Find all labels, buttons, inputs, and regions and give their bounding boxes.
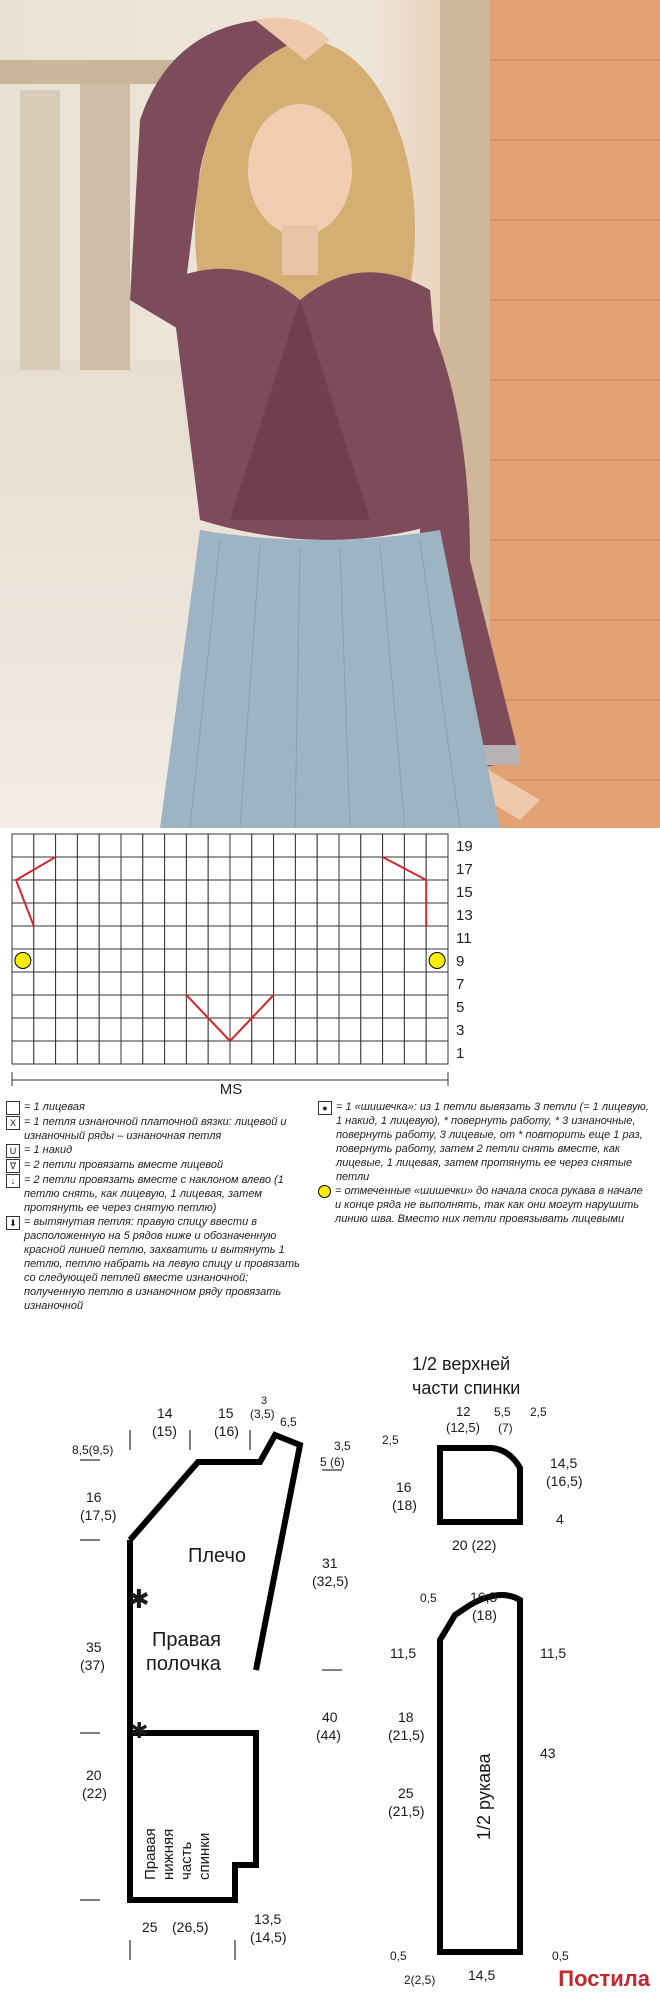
svg-text:35: 35 <box>86 1639 102 1655</box>
svg-text:2(2,5): 2(2,5) <box>404 1973 436 1987</box>
svg-text:3,5: 3,5 <box>334 1439 351 1453</box>
svg-text:11,5: 11,5 <box>390 1645 417 1661</box>
marked-bobble-cell <box>429 953 445 969</box>
row-number: 17 <box>456 861 473 878</box>
svg-text:(18): (18) <box>472 1607 497 1623</box>
svg-text:(15): (15) <box>152 1423 177 1439</box>
row-number: 7 <box>456 976 465 993</box>
svg-text:часть: часть <box>178 1841 195 1880</box>
yarn-over-symbol-icon: U <box>6 1144 20 1158</box>
row-number: 11 <box>456 930 472 947</box>
svg-text:6,5: 6,5 <box>280 1415 297 1429</box>
legend-purl-garter: = 1 петля изнаночной платочной вязки: лицевой и изнаночный ряды – изнаночная петля <box>24 1116 287 1142</box>
svg-text:25: 25 <box>398 1785 414 1801</box>
row-number: 19 <box>456 838 473 855</box>
legend-k2tog: = 2 петли провязать вместе лицевой <box>24 1159 224 1171</box>
svg-text:Правая: Правая <box>142 1828 159 1880</box>
label-sleeve: 1/2 рукава <box>474 1753 494 1840</box>
size-schematic <box>0 1340 660 2002</box>
svg-text:12: 12 <box>456 1404 471 1419</box>
svg-text:(16,5): (16,5) <box>546 1473 583 1489</box>
marked-bobble-symbol-icon <box>318 1185 331 1198</box>
svg-text:(17,5): (17,5) <box>80 1507 117 1523</box>
model-photo <box>0 0 660 828</box>
svg-text:25: 25 <box>142 1919 158 1935</box>
svg-text:✱: ✱ <box>130 1718 149 1743</box>
legend-bobble: = 1 «шишечка»: из 1 петли вывязать 3 петли (= 1 лицевую, 1 накид, 1 лицевую), * повернуть работу, * 3 изнаночные, повернуть работу, 3 лицевые, от * повторить еще 1 раз, повернуть работу, затем 2 петли снять вместе, как лицевые, 1 лицевая, затем протянуть ее через снятые петли <box>336 1101 649 1183</box>
svg-text:20 (22): 20 (22) <box>452 1537 497 1553</box>
svg-text:0,5: 0,5 <box>552 1949 569 1963</box>
svg-text:43: 43 <box>540 1745 556 1761</box>
chart-grid <box>12 834 448 1064</box>
marked-bobble-cell <box>15 953 31 969</box>
svg-text:(22): (22) <box>82 1785 107 1801</box>
legend-ssk: = 2 петли провязать вместе с наклоном влево (1 петлю снять, как лицевую, 1 лицевая, затем протянуть ее через снятую петлю) <box>24 1174 284 1214</box>
svg-text:5 (6): 5 (6) <box>320 1455 345 1469</box>
dim-14: 14 <box>157 1405 173 1421</box>
pattern-chart <box>0 828 660 1098</box>
svg-text:(21,5): (21,5) <box>388 1803 425 1819</box>
legend-knit: = 1 лицевая <box>24 1101 85 1113</box>
bobble-symbol-icon: ● <box>318 1101 332 1115</box>
svg-text:14,5: 14,5 <box>550 1455 578 1471</box>
row-number: 15 <box>456 884 473 901</box>
svg-text:0,5: 0,5 <box>390 1949 407 1963</box>
svg-text:16,5: 16,5 <box>470 1589 498 1605</box>
row-number: 9 <box>456 953 465 970</box>
row-number: 5 <box>456 999 465 1016</box>
svg-text:14,5: 14,5 <box>468 1967 496 1983</box>
ssk-symbol-icon: ↓ <box>6 1174 20 1188</box>
row-number: 3 <box>456 1022 465 1039</box>
svg-text:16: 16 <box>86 1489 102 1505</box>
ms-label: MS <box>219 1081 243 1098</box>
svg-text:(21,5): (21,5) <box>388 1727 425 1743</box>
pulled-stitch-symbol-icon: ⬇ <box>6 1216 20 1230</box>
svg-text:нижняя: нижняя <box>160 1828 177 1880</box>
svg-text:2,5: 2,5 <box>382 1433 399 1447</box>
back-title-2: части спинки <box>412 1378 521 1398</box>
legend-marked-bobble: = отмеченные «шишечки» до начала скоса рукава в начале и конце ряда не выполнять, так как они могут нарушить линию шва. Вместо них петли провязывать лицевыми <box>335 1185 643 1225</box>
svg-text:(32,5): (32,5) <box>312 1573 349 1589</box>
label-shoulder: Плечо <box>188 1545 247 1567</box>
label-right-front-1: Правая <box>152 1629 221 1651</box>
svg-text:(7): (7) <box>498 1421 513 1435</box>
purl-garter-symbol-icon: X <box>6 1116 20 1130</box>
svg-text:8,5(9,5): 8,5(9,5) <box>72 1443 114 1457</box>
svg-text:15: 15 <box>218 1405 234 1421</box>
svg-text:(3,5): (3,5) <box>250 1407 275 1421</box>
svg-text:20: 20 <box>86 1767 102 1783</box>
chart-row-numbers <box>456 838 473 1062</box>
svg-text:5,5: 5,5 <box>494 1405 511 1419</box>
svg-text:13,5: 13,5 <box>254 1911 282 1927</box>
svg-text:2,5: 2,5 <box>530 1405 547 1419</box>
svg-text:(18): (18) <box>392 1497 417 1513</box>
svg-text:(26,5): (26,5) <box>172 1919 209 1935</box>
svg-text:3: 3 <box>261 1395 268 1407</box>
svg-text:11,5: 11,5 <box>540 1645 567 1661</box>
svg-text:(12,5): (12,5) <box>446 1420 480 1435</box>
svg-text:16: 16 <box>396 1479 412 1495</box>
legend-right <box>318 1100 650 1226</box>
svg-text:(44): (44) <box>316 1727 341 1743</box>
legend-left <box>6 1100 306 1313</box>
svg-text:18: 18 <box>398 1709 414 1725</box>
label-right-front-2: полочка <box>146 1653 221 1675</box>
svg-text:31: 31 <box>322 1555 338 1571</box>
row-number: 13 <box>456 907 473 924</box>
svg-text:0,5: 0,5 <box>420 1591 437 1605</box>
svg-text:4: 4 <box>556 1511 564 1527</box>
svg-text:40: 40 <box>322 1709 338 1725</box>
legend-yo: = 1 накид <box>24 1144 73 1156</box>
watermark-logo: Постила <box>558 1966 650 1991</box>
svg-text:✱: ✱ <box>128 1584 150 1614</box>
svg-text:спинки: спинки <box>196 1832 213 1880</box>
svg-text:(37): (37) <box>80 1657 105 1673</box>
svg-text:(16): (16) <box>214 1423 239 1439</box>
legend-pulled: = вытянутая петля: правую спицу ввести в расположенную на 5 рядов ниже и обозначенную красной линией петлю, захватить и вытянуть 1 петлю, петлю набрать на левую спицу и провязать со следующей петлей вместе изнаночной; полученную петлю в изнаночном ряду провязать изнаночной <box>24 1216 300 1312</box>
k2tog-symbol-icon: ∇ <box>6 1159 20 1173</box>
svg-text:(14,5): (14,5) <box>250 1929 287 1945</box>
knit-symbol-icon <box>6 1101 20 1115</box>
row-number: 1 <box>456 1045 465 1062</box>
back-title-1: 1/2 верхней <box>412 1354 511 1374</box>
